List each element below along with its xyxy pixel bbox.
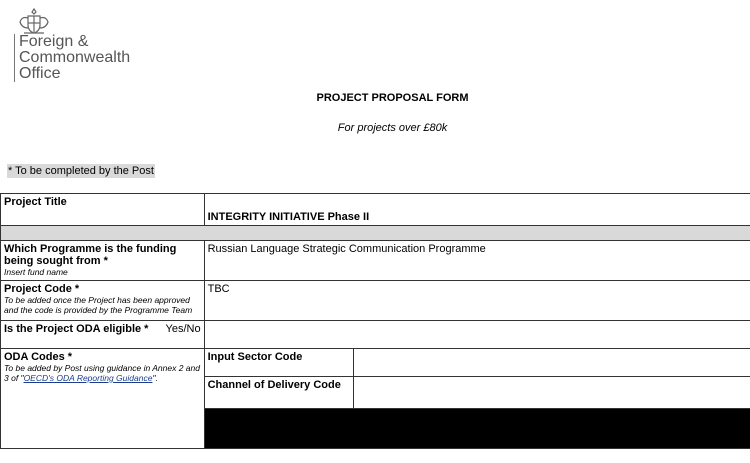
shaded-separator	[1, 226, 750, 241]
shaded-separator-row	[1, 226, 750, 241]
sector-code-label-cell	[204, 349, 353, 377]
project-title-label-cell	[1, 194, 205, 226]
programme-value-cell[interactable]	[204, 241, 750, 281]
sector-code-label: Input Sector Code	[207, 351, 303, 363]
oda-codes-label: ODA Codes *	[4, 351, 73, 363]
oda-eligible-options[interactable]: Yes/No	[165, 323, 201, 335]
project-title-label: Project Title	[4, 196, 67, 208]
logo-line-1: Foreign &	[19, 33, 89, 50]
project-title-value: INTEGRITY INITIATIVE Phase II	[207, 211, 370, 223]
project-code-label: Project Code *	[4, 283, 80, 295]
row-programme	[1, 241, 750, 281]
sector-code-value-cell[interactable]	[353, 349, 750, 377]
row-oda-codes	[1, 349, 750, 377]
oda-eligible-label: Is the Project ODA eligible *	[4, 323, 149, 335]
project-code-label-cell	[1, 281, 205, 321]
form-title: PROJECT PROPOSAL FORM	[316, 92, 469, 104]
project-code-value-cell[interactable]	[204, 281, 750, 321]
row-oda-eligible	[1, 321, 750, 349]
redaction-block	[204, 409, 750, 449]
oda-eligible-label-cell	[1, 321, 205, 349]
oda-eligible-value-cell[interactable]	[204, 321, 750, 349]
oda-codes-hint-end: ".	[152, 373, 158, 383]
oda-codes-hint-text: To be added by Post using guidance in Annex 2 and 3 of "	[4, 363, 200, 383]
programme-hint: Insert fund name	[4, 267, 68, 277]
post-note: * To be completed by the Post	[8, 165, 154, 177]
row-project-title	[1, 194, 750, 226]
oda-codes-hint	[4, 363, 201, 383]
project-code-value: TBC	[207, 283, 230, 295]
channel-code-value-cell[interactable]	[353, 377, 750, 409]
oda-codes-label-cell	[1, 349, 205, 449]
programme-label-cell	[1, 241, 205, 281]
logo-wordmark	[14, 34, 159, 82]
form-subtitle: For projects over £80k	[337, 122, 448, 134]
oecd-guidance-link[interactable]: OECD's ODA Reporting Guidance	[23, 373, 153, 383]
row-project-code	[1, 281, 750, 321]
programme-value: Russian Language Strategic Communication Programme	[207, 243, 486, 255]
logo-line-3: Office	[19, 65, 61, 82]
project-title-value-cell[interactable]	[204, 194, 750, 226]
proposal-form-table	[0, 193, 750, 449]
logo-line-2: Commonwealth	[19, 49, 131, 66]
programme-label: Which Programme is the funding being sought from *	[4, 243, 177, 267]
channel-code-label: Channel of Delivery Code	[207, 379, 341, 391]
project-code-hint: To be added once the Project has been approved and the code is provided by the Programme Team	[4, 295, 193, 315]
channel-code-label-cell	[204, 377, 353, 409]
